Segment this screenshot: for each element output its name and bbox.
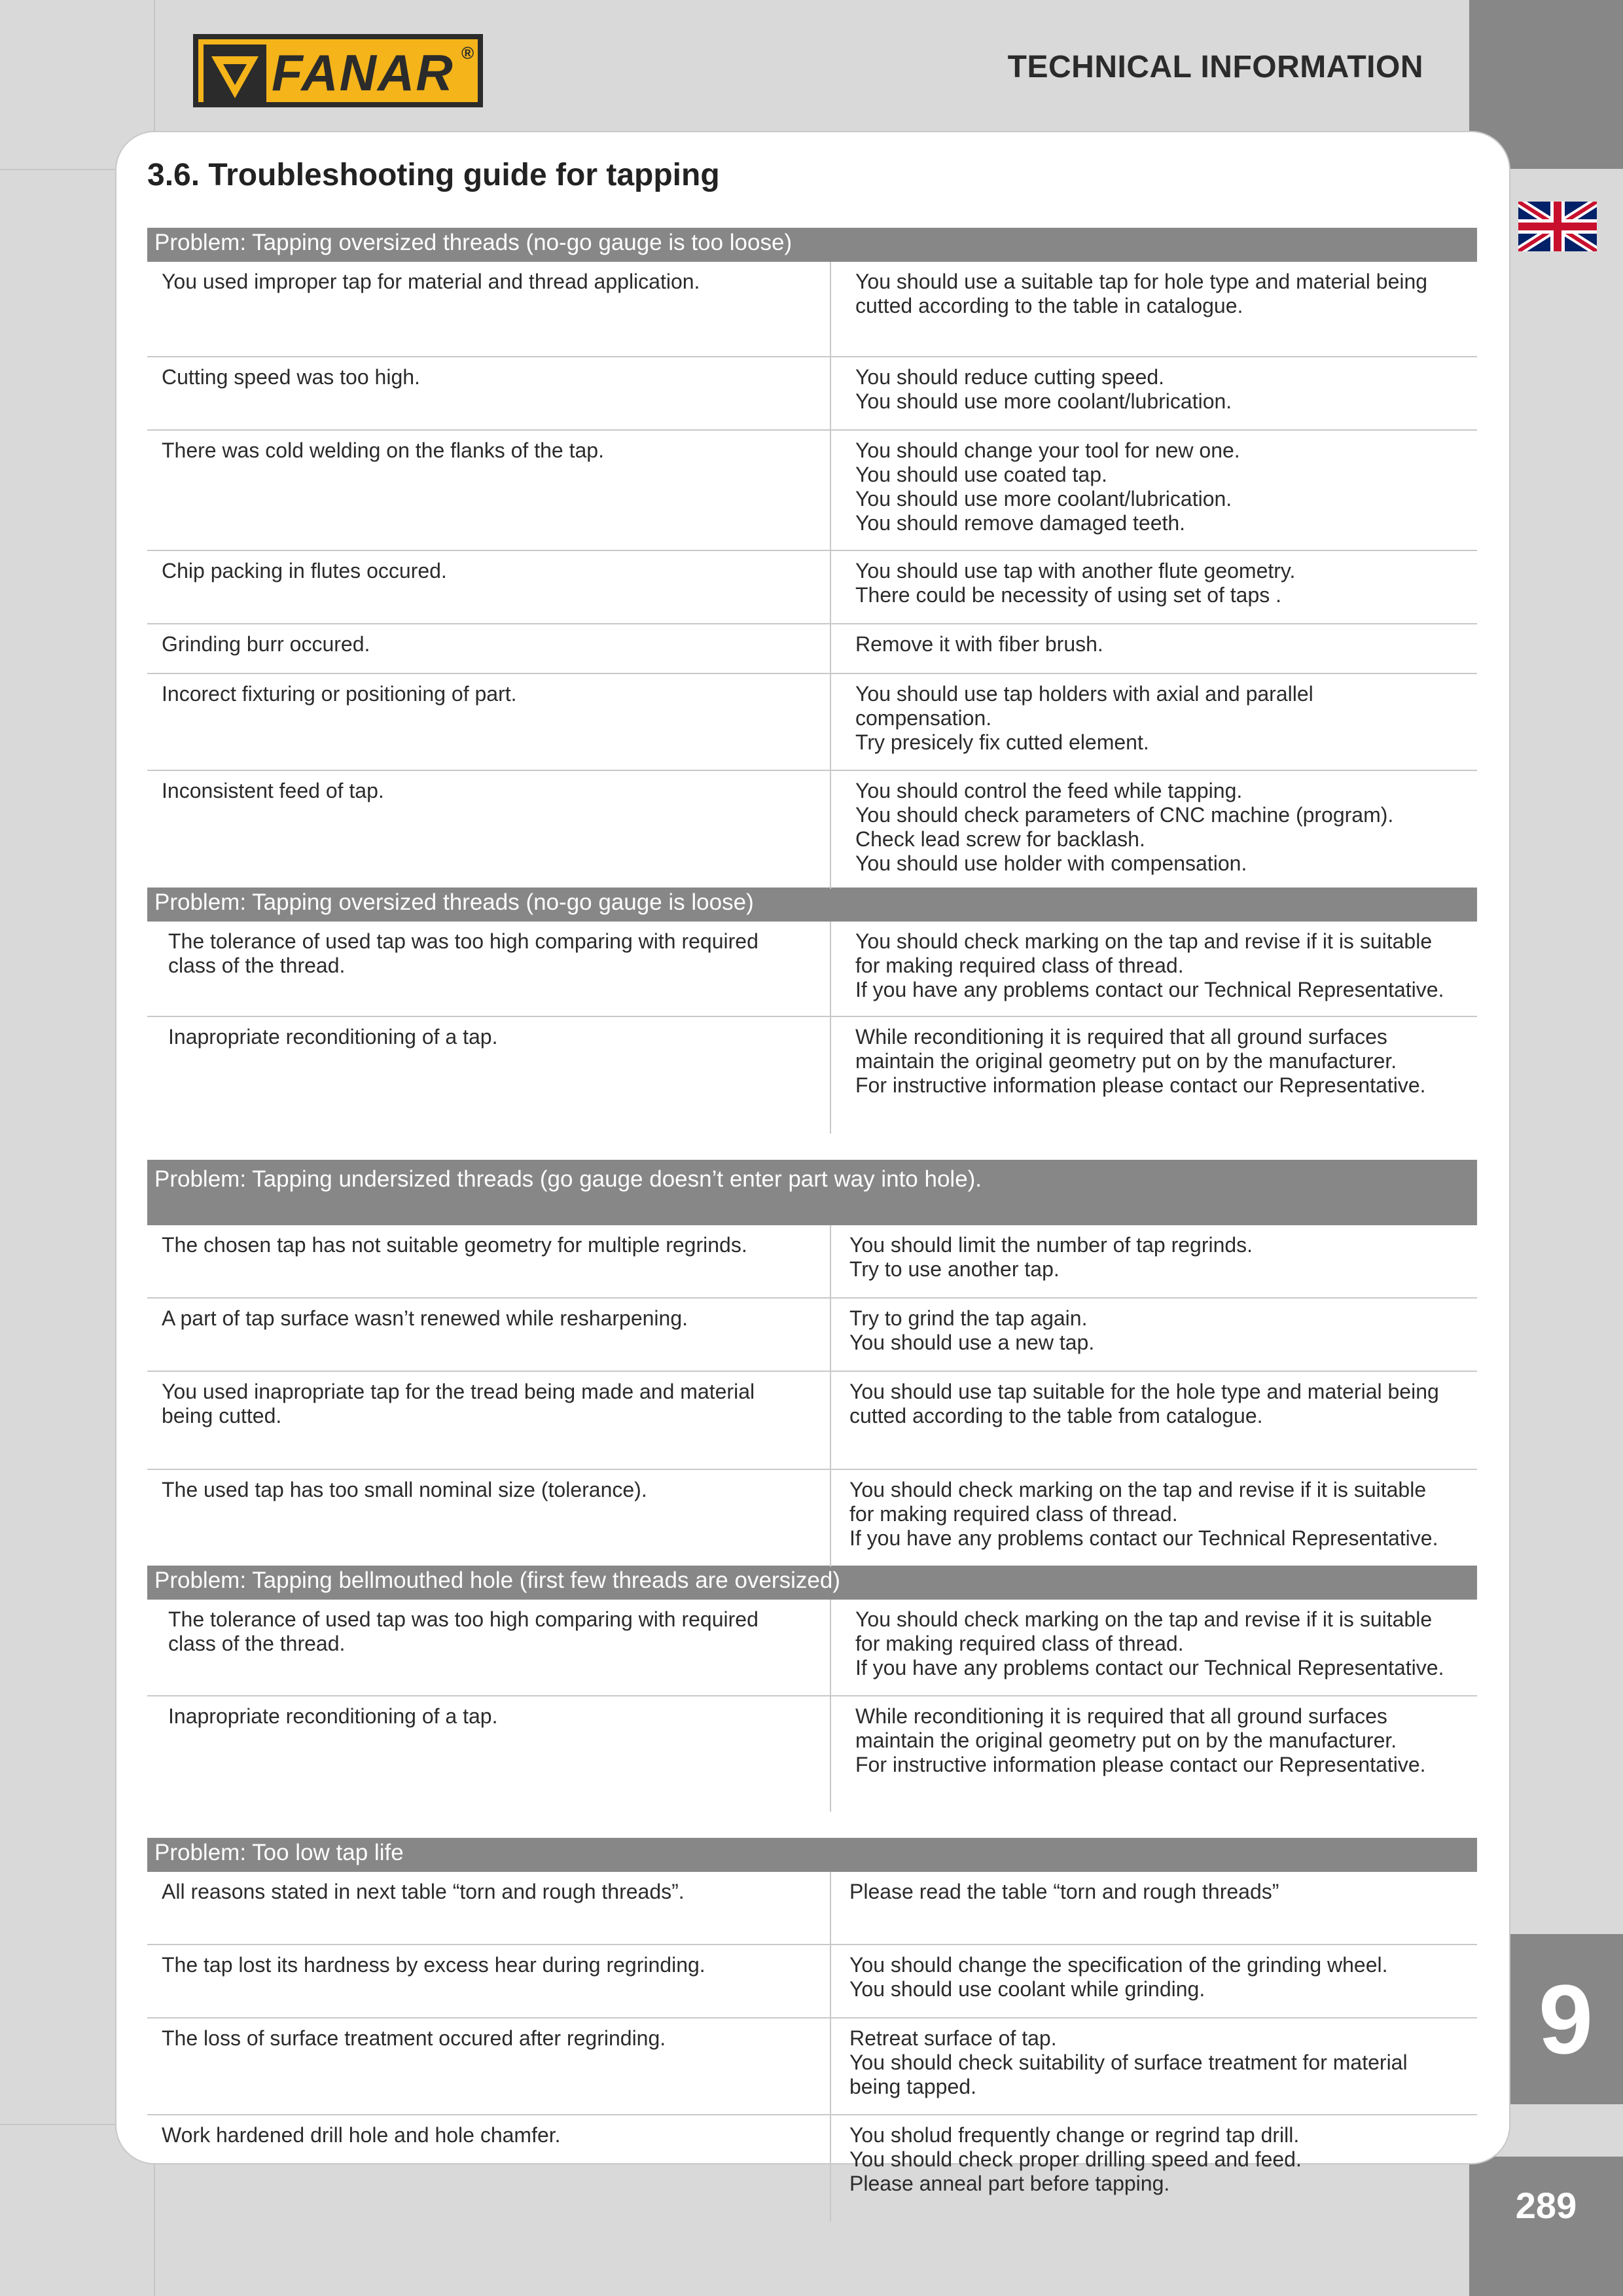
- problem-header: Problem: Tapping oversized threads (no-go gauge is too loose): [147, 228, 1477, 262]
- solution-cell: You should change the specification of the grinding wheel. You should use coolant while grinding.: [849, 1953, 1388, 2001]
- solution-cell: You should use tap with another flute geometry. There could be necessity of using set of taps .: [855, 559, 1296, 607]
- table-row: [147, 1945, 1477, 2018]
- solution-cell: You should use a suitable tap for hole type and material being cutted according to the table in catalogue.: [855, 270, 1428, 317]
- cause-cell: Incorect fixturing or positioning of part.: [162, 682, 517, 706]
- cause-cell: Cutting speed was too high.: [162, 365, 420, 389]
- chapter-number: 9: [1508, 1934, 1623, 2104]
- solution-cell: Remove it with fiber brush.: [855, 632, 1103, 656]
- table-row: [147, 1225, 1477, 1299]
- problem-header: Problem: Tapping oversized threads (no-go gauge is loose): [147, 888, 1477, 922]
- solution-cell: You should reduce cutting speed. You should use more coolant/lubrication.: [855, 365, 1232, 413]
- column-divider: [830, 624, 831, 674]
- table-row: [147, 674, 1477, 771]
- column-divider: [830, 1600, 831, 1696]
- column-divider: [830, 357, 831, 431]
- table-row: [147, 624, 1477, 674]
- problem-header: Problem: Tapping undersized threads (go gauge doesn’t enter part way into hole).: [147, 1160, 1477, 1225]
- column-divider: [830, 262, 831, 357]
- page-number: 289: [1469, 2157, 1623, 2296]
- cause-cell: A part of tap surface wasn’t renewed while resharpening.: [162, 1306, 688, 1330]
- uk-flag-icon[interactable]: [1518, 202, 1597, 251]
- column-divider: [830, 2018, 831, 2115]
- logo-registered-mark: ®: [461, 43, 474, 63]
- table-row: [147, 551, 1477, 624]
- table-row: [147, 771, 1477, 888]
- company-logo: [193, 34, 483, 107]
- table-row: [147, 2115, 1477, 2220]
- column-divider: [830, 1945, 831, 2018]
- column-divider: [830, 1470, 831, 1567]
- cause-cell: Chip packing in flutes occured.: [162, 559, 447, 583]
- column-divider: [830, 922, 831, 1017]
- cause-cell: Inapropriate reconditioning of a tap.: [168, 1025, 498, 1049]
- cause-cell: Inconsistent feed of tap.: [162, 779, 384, 802]
- column-divider: [830, 1696, 831, 1812]
- cause-cell: Inapropriate reconditioning of a tap.: [168, 1704, 498, 1728]
- column-divider: [830, 1299, 831, 1372]
- cause-cell: All reasons stated in next table “torn and rough threads”.: [162, 1880, 685, 1903]
- logo-text: FANAR: [272, 44, 454, 101]
- column-divider: [830, 1372, 831, 1470]
- solution-cell: You should use tap holders with axial and parallel compensation. Try presicely fix cutted element.: [855, 682, 1313, 754]
- column-divider: [830, 1017, 831, 1134]
- column-divider: [830, 2115, 831, 2221]
- solution-cell: You should control the feed while tapping. You should check parameters of CNC machine (program). Check lead screw for backlash. You should use holder with compensation.: [855, 779, 1394, 875]
- cause-cell: The chosen tap has not suitable geometry for multiple regrinds.: [162, 1233, 747, 1257]
- section-title: 3.6. Troubleshooting guide for tapping: [147, 158, 720, 192]
- column-divider: [830, 431, 831, 551]
- solution-cell: Try to grind the tap again. You should use a new tap.: [849, 1306, 1095, 1354]
- column-divider: [830, 771, 831, 889]
- solution-cell: While reconditioning it is required that all ground surfaces maintain the original geometry put on by the manufacturer. For instructive information please contact our Representative.: [855, 1025, 1426, 1097]
- cause-cell: The loss of surface treatment occured after regrinding.: [162, 2026, 666, 2050]
- table-row: [147, 431, 1477, 551]
- solution-cell: You should check marking on the tap and revise if it is suitable for making required class of thread. If you have any problems contact our Technical Representative.: [855, 929, 1444, 1001]
- cause-cell: You used inapropriate tap for the tread being made and material being cutted.: [162, 1380, 755, 1427]
- solution-cell: You should check marking on the tap and revise if it is suitable for making required class of thread. If you have any problems contact our Technical Representative.: [849, 1478, 1438, 1550]
- problem-header: Problem: Too low tap life: [147, 1838, 1477, 1872]
- table-row: [147, 922, 1477, 1017]
- solution-cell: Please read the table “torn and rough threads”: [849, 1880, 1279, 1903]
- table-row: [147, 1600, 1477, 1696]
- cause-cell: The tolerance of used tap was too high comparing with required class of the thread.: [168, 929, 758, 977]
- cause-cell: There was cold welding on the flanks of the tap.: [162, 439, 604, 462]
- solution-cell: Retreat surface of tap. You should check suitability of surface treatment for material being tapped.: [849, 2026, 1408, 2098]
- table-row: [147, 1470, 1477, 1566]
- cause-cell: Work hardened drill hole and hole chamfer.: [162, 2123, 561, 2147]
- solution-cell: You should use tap suitable for the hole type and material being cutted according to the table from catalogue.: [849, 1380, 1439, 1427]
- solution-cell: You should check marking on the tap and revise if it is suitable for making required class of thread. If you have any problems contact our Technical Representative.: [855, 1607, 1444, 1679]
- table-row: [147, 262, 1477, 357]
- table-row: [147, 2018, 1477, 2115]
- column-divider: [830, 674, 831, 771]
- table-row: [147, 1696, 1477, 1810]
- cause-cell: Grinding burr occured.: [162, 632, 370, 656]
- column-divider: [830, 551, 831, 624]
- solution-cell: While reconditioning it is required that all ground surfaces maintain the original geometry put on by the manufacturer. For instructive information please contact our Representative.: [855, 1704, 1426, 1776]
- table-row: [147, 1372, 1477, 1470]
- table-row: [147, 1299, 1477, 1372]
- header-title: TECHNICAL INFORMATION: [1007, 50, 1423, 84]
- cause-cell: The tap lost its hardness by excess hear during regrinding.: [162, 1953, 705, 1977]
- solution-cell: You should change your tool for new one. You should use coated tap. You should use more coolant/lubrication. You should remove damaged teeth.: [855, 439, 1240, 535]
- logo-v-icon: [204, 45, 266, 107]
- table-gap: [147, 1810, 1477, 1838]
- table-row: [147, 1872, 1477, 1945]
- table-row: [147, 357, 1477, 431]
- cause-cell: The tolerance of used tap was too high comparing with required class of the thread.: [168, 1607, 758, 1655]
- cause-cell: The used tap has too small nominal size (tolerance).: [162, 1478, 647, 1501]
- solution-cell: You sholud frequently change or regrind tap drill. You should check proper drilling speed and feed. Please anneal part before tapping.: [849, 2123, 1302, 2195]
- column-divider: [830, 1872, 831, 1945]
- solution-cell: You should limit the number of tap regrinds. Try to use another tap.: [849, 1233, 1253, 1281]
- table-gap: [147, 1132, 1477, 1160]
- column-divider: [830, 1225, 831, 1299]
- table-row: [147, 1017, 1477, 1132]
- problem-header: Problem: Tapping bellmouthed hole (first few threads are oversized): [147, 1566, 1477, 1600]
- cause-cell: You used improper tap for material and thread application.: [162, 270, 700, 293]
- troubleshooting-table: [147, 228, 1477, 2220]
